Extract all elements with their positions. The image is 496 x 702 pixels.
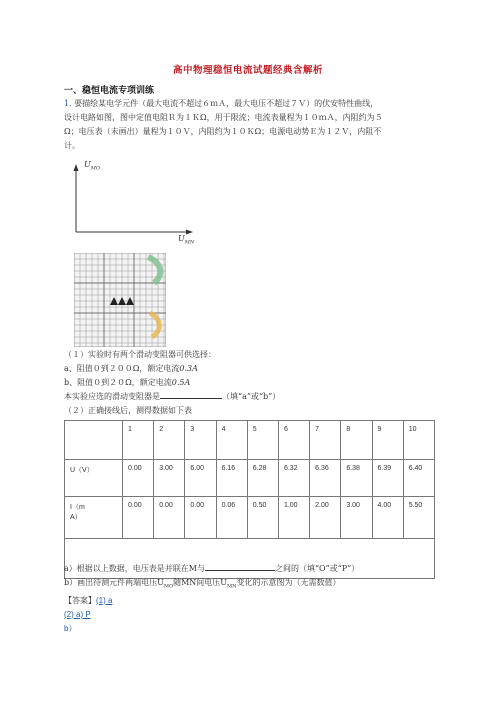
- table-cell: [65, 421, 123, 460]
- q1-line-4: 计。: [64, 141, 80, 150]
- table-cell: 5: [247, 421, 278, 460]
- follow-up-questions: [64, 562, 436, 636]
- table-cell: 1.00: [278, 497, 309, 539]
- answer-line: 【答案】(1) a: [64, 595, 113, 605]
- sub2-question: （２）正确接线后，测得数据如下表: [64, 406, 192, 415]
- table-cell: 6.38: [341, 460, 372, 497]
- sub1-question: （１）实验时有两个滑动变阻器可供选择：: [64, 350, 216, 359]
- q1-line-3: Ω；电压表（未画出）量程为１０Ｖ，内阻约为１０ＫΩ；电源电动势Ｅ为１２Ｖ，内阻不: [64, 127, 382, 136]
- x-axis-label: $U_{MN}$: [178, 234, 195, 246]
- choose-line: 本实验应选的滑动变阻器是 （填“a”或“b”）: [64, 392, 281, 401]
- question-b: b）画出待测元件两端电压$U_{MO}$随MN间电压$U_{MN}$变化的示意图为（无需数值）: [64, 578, 341, 590]
- table-cell: 0.00: [154, 497, 185, 539]
- table-cell: 0.50: [247, 497, 278, 539]
- table-cell: 6.00: [185, 460, 216, 497]
- table-cell: 6.16: [216, 460, 247, 497]
- question-1-text: [64, 97, 436, 153]
- table-cell: 1: [123, 421, 154, 460]
- data-table: [64, 420, 435, 579]
- q1-line-2: 设计电路如图，图中定值电阻Ｒ为１ＫΩ，用于限流；电流表量程为１０ｍＡ，内阻约为５: [64, 113, 383, 122]
- table-row-voltage: [65, 460, 435, 497]
- sub-question-1: [64, 348, 436, 418]
- table-cell: 4: [216, 421, 247, 460]
- answer-blank[interactable]: [205, 562, 275, 571]
- table-cell: 5.50: [403, 497, 434, 539]
- table-cell: 3.00: [341, 497, 372, 539]
- question-number: 1.: [64, 99, 72, 108]
- table-cell: 2: [154, 421, 185, 460]
- q1-line-1: 要描绘某电学元件（最大电流不超过６ｍＡ，最大电压不超过７Ｖ）的伏安特性曲线，: [74, 99, 379, 108]
- table-cell: 3.00: [154, 460, 185, 497]
- table-cell: 0.06: [216, 497, 247, 539]
- y-axis-arrow: [74, 164, 79, 171]
- circuit-grid-figure: [74, 253, 166, 347]
- table-cell: 3: [185, 421, 216, 460]
- table-cell: 9: [372, 421, 403, 460]
- table-cell: 6.32: [278, 460, 309, 497]
- table-cell: 6.39: [372, 460, 403, 497]
- table-cell: 2.00: [310, 497, 341, 539]
- table-cell: 10: [403, 421, 434, 460]
- answer-blank[interactable]: [160, 390, 222, 399]
- table-cell: 6.40: [403, 460, 434, 497]
- table-cell: 4.00: [372, 497, 403, 539]
- table-cell: 0.00: [123, 460, 154, 497]
- axis-sketch: [70, 160, 210, 245]
- question-a: a）根据以上数据，电压表是并联在M与 之间的（填“O”或“P”）: [64, 564, 360, 573]
- table-cell: 6.36: [310, 460, 341, 497]
- table-cell: 6.28: [247, 460, 278, 497]
- option-b: b、阻值０到２０Ω，额定电流0.5A: [64, 378, 191, 387]
- row-label: I（m A）: [65, 497, 123, 539]
- row-label: U（V）: [65, 460, 123, 497]
- section-heading: 一、稳恒电流专项训练: [64, 86, 155, 96]
- y-axis-label: $U_{MO}$: [84, 160, 100, 172]
- table-header-row: [65, 421, 435, 460]
- answer-3: b）: [64, 623, 77, 633]
- option-a: a、阻值０到２００Ω，额定电流0.3A: [64, 364, 198, 373]
- table-cell: 0.00: [185, 497, 216, 539]
- document-title: 高中物理稳恒电流试题经典含解析: [172, 65, 323, 76]
- table-cell: 7: [310, 421, 341, 460]
- table-cell: 6: [278, 421, 309, 460]
- answer-2: (2) a) P: [64, 609, 91, 619]
- table-cell: 0.00: [123, 497, 154, 539]
- table-cell: 8: [341, 421, 372, 460]
- table-row-current: [65, 497, 435, 539]
